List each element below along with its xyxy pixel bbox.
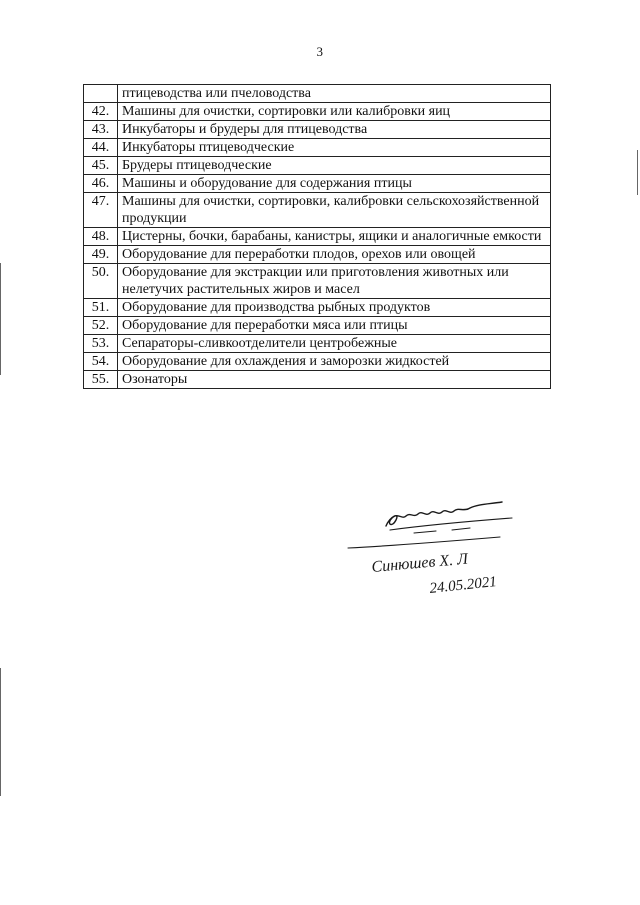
row-text: Оборудование для экстракции или приготовления животных или нелетучих растительных жиров и масел [118, 264, 551, 299]
row-text: Оборудование для охлаждения и заморозки жидкостей [118, 353, 551, 371]
table-row [84, 299, 551, 317]
table-row [84, 157, 551, 175]
row-number: 49. [84, 246, 118, 264]
table-row [84, 85, 551, 103]
table-row [84, 335, 551, 353]
row-text: Озонаторы [118, 371, 551, 389]
row-number: 50. [84, 264, 118, 299]
scan-edge-mark [0, 263, 1, 375]
page-number: 3 [316, 44, 324, 59]
row-number: 46. [84, 175, 118, 193]
row-number: 51. [84, 299, 118, 317]
table-row [84, 371, 551, 389]
table-row [84, 246, 551, 264]
table-row [84, 264, 551, 299]
table-row [84, 121, 551, 139]
table-row [84, 353, 551, 371]
row-number: 42. [84, 103, 118, 121]
row-text: Машины для очистки, сортировки, калибровки сельскохозяйственной продукции [118, 193, 551, 228]
row-number: 52. [84, 317, 118, 335]
table-row [84, 193, 551, 228]
row-text: Инкубаторы птицеводческие [118, 139, 551, 157]
scan-edge-mark [637, 150, 638, 195]
table-row [84, 103, 551, 121]
row-text: Машины и оборудование для содержания птицы [118, 175, 551, 193]
row-number: 53. [84, 335, 118, 353]
signer-name: Синюшев Х. Л [370, 550, 469, 576]
row-text: Оборудование для переработки мяса или птицы [118, 317, 551, 335]
table-row [84, 139, 551, 157]
row-number [84, 85, 118, 103]
row-number: 43. [84, 121, 118, 139]
row-text: Брудеры птицеводческие [118, 157, 551, 175]
table-row [84, 228, 551, 246]
row-text: Машины для очистки, сортировки или калибровки яиц [118, 103, 551, 121]
row-text: Оборудование для производства рыбных продуктов [118, 299, 551, 317]
table-row [84, 317, 551, 335]
row-text: Цистерны, бочки, барабаны, канистры, ящики и аналогичные емкости [118, 228, 551, 246]
signature-date: 24.05.2021 [428, 574, 498, 597]
row-number: 55. [84, 371, 118, 389]
row-number: 45. [84, 157, 118, 175]
handwritten-signature [340, 490, 540, 600]
equipment-table [83, 84, 551, 389]
row-number: 48. [84, 228, 118, 246]
row-number: 47. [84, 193, 118, 228]
row-number: 44. [84, 139, 118, 157]
row-text: Сепараторы-сливкоотделители центробежные [118, 335, 551, 353]
scan-edge-mark [0, 668, 1, 796]
row-text: Инкубаторы и брудеры для птицеводства [118, 121, 551, 139]
row-text: Оборудование для переработки плодов, орехов или овощей [118, 246, 551, 264]
table-row [84, 175, 551, 193]
signature-block [340, 490, 540, 600]
row-number: 54. [84, 353, 118, 371]
row-text: птицеводства или пчеловодства [118, 85, 551, 103]
